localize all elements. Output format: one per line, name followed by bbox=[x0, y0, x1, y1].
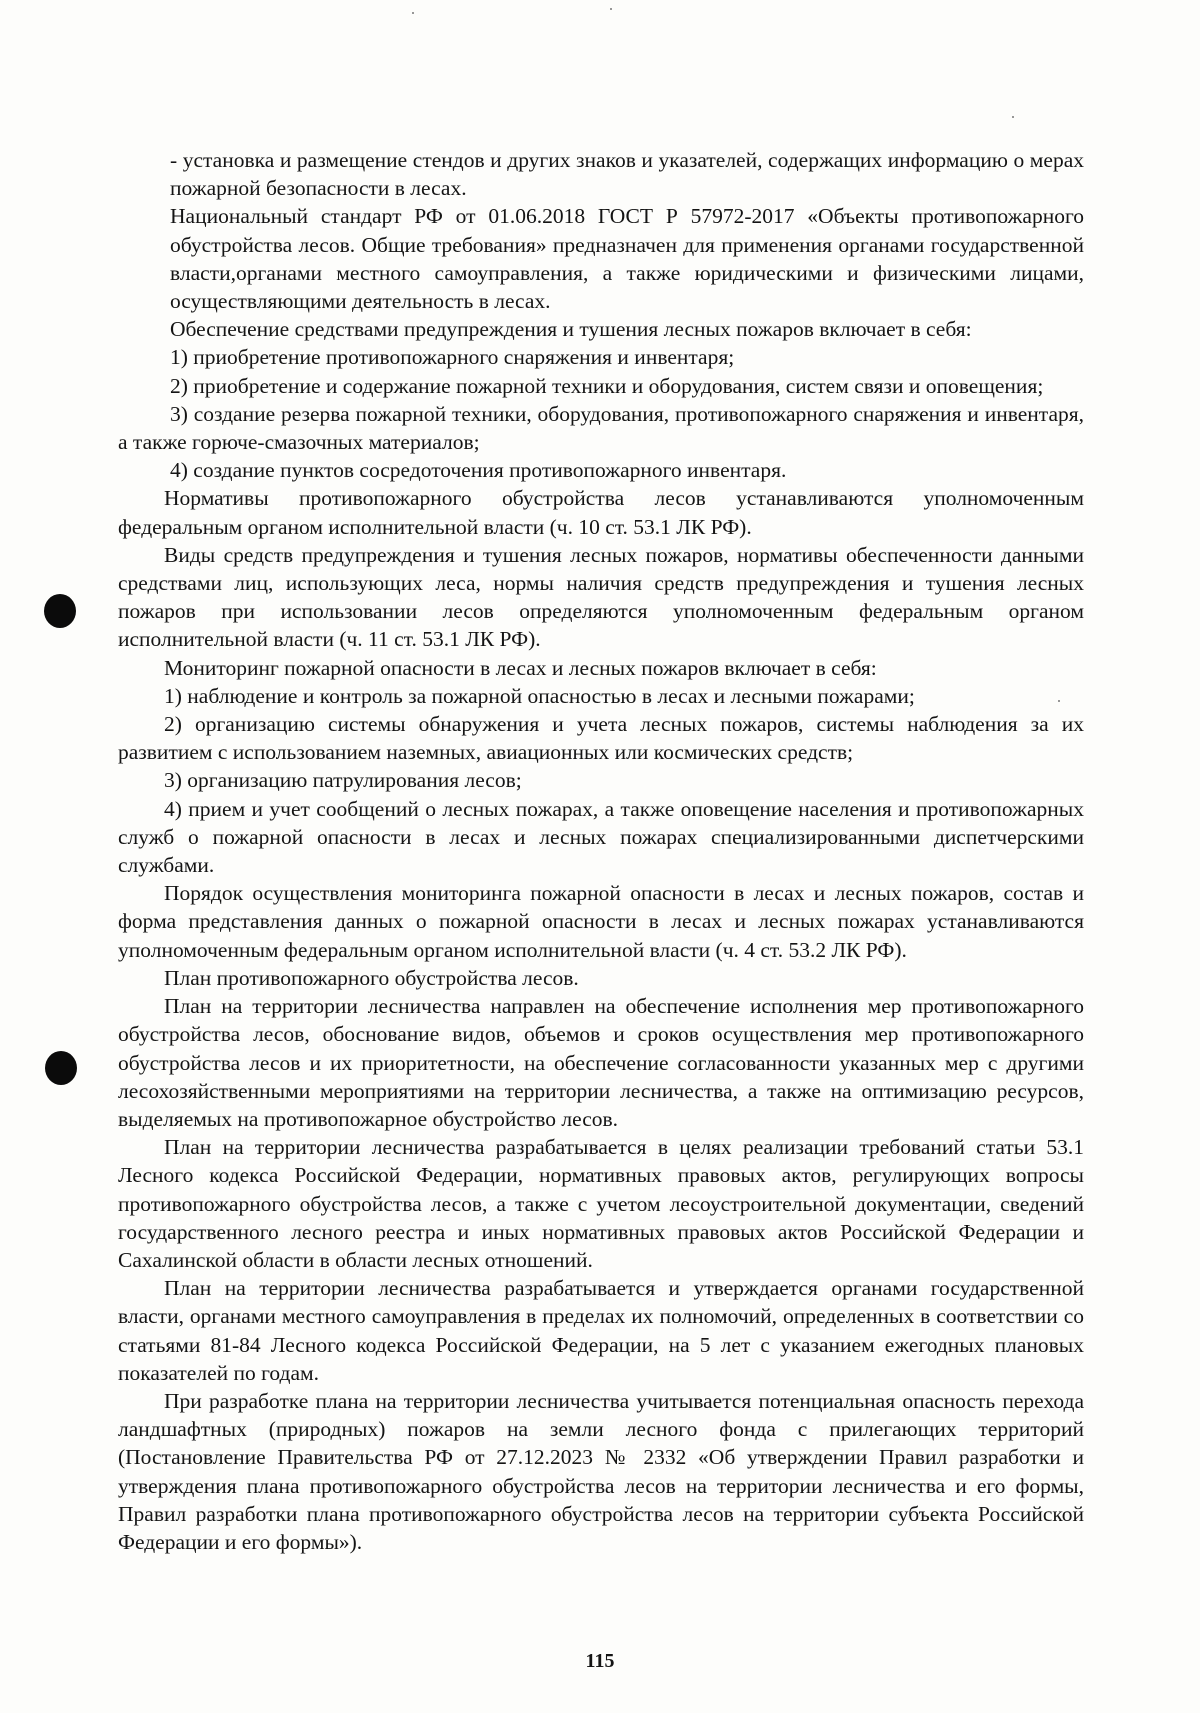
paragraph: 4) создание пунктов сосредоточения противопожарного инвентаря. bbox=[170, 458, 787, 483]
paragraph: 3) создание резерва пожарной техники, оборудования, противопожарного снаряжения и инвентаря, а также горюче-смазочных материалов; bbox=[118, 401, 1084, 455]
scan-speck bbox=[412, 12, 414, 14]
body-text bbox=[118, 146, 1084, 1556]
paragraph: 1) приобретение противопожарного снаряжения и инвентаря; bbox=[170, 345, 735, 370]
paragraph: Национальный стандарт РФ от 01.06.2018 ГОСТ Р 57972-2017 «Объекты противопожарного обустройства лесов. Общие требования» предназначен для применения органами государственной власти,органами местного самоуправления, а также юридическими и физическими лицами, осуществляющими деятельность в лесах. bbox=[170, 204, 1084, 314]
page-number: 115 bbox=[585, 1650, 615, 1672]
scan-speck bbox=[610, 8, 612, 10]
paragraph: 1) наблюдение и контроль за пожарной опасностью в лесах и лесными пожарами; bbox=[164, 683, 915, 708]
punch-hole bbox=[44, 594, 76, 628]
paragraph: 4) прием и учет сообщений о лесных пожарах, а также оповещение населения и противопожарных служб о пожарной опасности в лесах и лесных пожарах специализированными диспетчерскими службами. bbox=[118, 796, 1084, 878]
paragraph: Обеспечение средствами предупреждения и тушения лесных пожаров включает в себя: bbox=[170, 317, 972, 342]
paragraph: Порядок осуществления мониторинга пожарной опасности в лесах и лесных пожаров, состав и форма представления данных о пожарной опасности в лесах и лесных пожарах устанавливаются уполномоченным федеральным органом исполнительной власти (ч. 4 ст. 53.2 ЛК РФ). bbox=[118, 881, 1084, 962]
scan-speck bbox=[1012, 116, 1014, 118]
paragraph: 3) организацию патрулирования лесов; bbox=[164, 768, 522, 793]
paragraph: При разработке плана на территории лесничества учитывается потенциальная опасность перехода ландшафтных (природных) пожаров на земли лесного фонда с прилегающих территорий (Постановление Правительства РФ от 27.12.2023 № 2332 «Об утверждении Правил разработки и утверждения плана противопожарного обустройства лесов на территории лесничества и его формы, Правил разработки плана противопожарного обустройства лесов на территории субъекта Российской Федерации и его формы»). bbox=[118, 1388, 1084, 1554]
paragraph: План на территории лесничества направлен на обеспечение исполнения мер противопожарного обустройства лесов, обоснование видов, объемов и сроков осуществления мер противопожарного обустройства лесов и их приоритетности, на обеспечение согласованности указанных мер с другими лесохозяйственными мероприятиями на территории лесничества, а также на оптимизацию ресурсов, выделяемых на противопожарное обустройство лесов. bbox=[118, 994, 1084, 1131]
punch-hole bbox=[45, 1051, 77, 1085]
paragraph: 2) организацию системы обнаружения и учета лесных пожаров, системы наблюдения за их развитием с использованием наземных, авиационных или космических средств; bbox=[118, 712, 1084, 765]
paragraph: Нормативы противопожарного обустройства лесов устанавливаются уполномоченным федеральным органом исполнительной власти (ч. 10 ст. 53.1 ЛК РФ). bbox=[118, 486, 1084, 539]
paragraph: План на территории лесничества разрабатывается в целях реализации требований статьи 53.1 Лесного кодекса Российской Федерации, нормативных правовых актов, регулирующих вопросы противопожарного обустройства лесов, а также с учетом лесоустроительной документации, сведений государственного лесного реестра и иных нормативных правовых актов Российской Федерации и Сахалинской области в области лесных отношений. bbox=[118, 1135, 1084, 1272]
paragraph: План противопожарного обустройства лесов. bbox=[164, 965, 579, 990]
paragraph: Мониторинг пожарной опасности в лесах и лесных пожаров включает в себя: bbox=[164, 655, 877, 680]
paragraph: - установка и размещение стендов и других знаков и указателей, содержащих информацию о мерах пожарной безопасности в лесах. bbox=[170, 148, 1084, 201]
paragraph: План на территории лесничества разрабатывается и утверждается органами государственной власти, органами местного самоуправления в пределах их полномочий, определенных в соответствии со статьями 81-84 Лесного кодекса Российской Федерации, на 5 лет с указанием ежегодных плановых показателей по годам. bbox=[118, 1276, 1084, 1385]
paragraph: 2) приобретение и содержание пожарной техники и оборудования, систем связи и оповещения; bbox=[170, 373, 1044, 398]
paragraph: Виды средств предупреждения и тушения лесных пожаров, нормативы обеспеченности данными средствами лиц, использующих леса, нормы наличия средств предупреждения и тушения лесных пожаров при использовании лесов определяются уполномоченным федеральным органом исполнительной власти (ч. 11 ст. 53.1 ЛК РФ). bbox=[118, 542, 1084, 652]
